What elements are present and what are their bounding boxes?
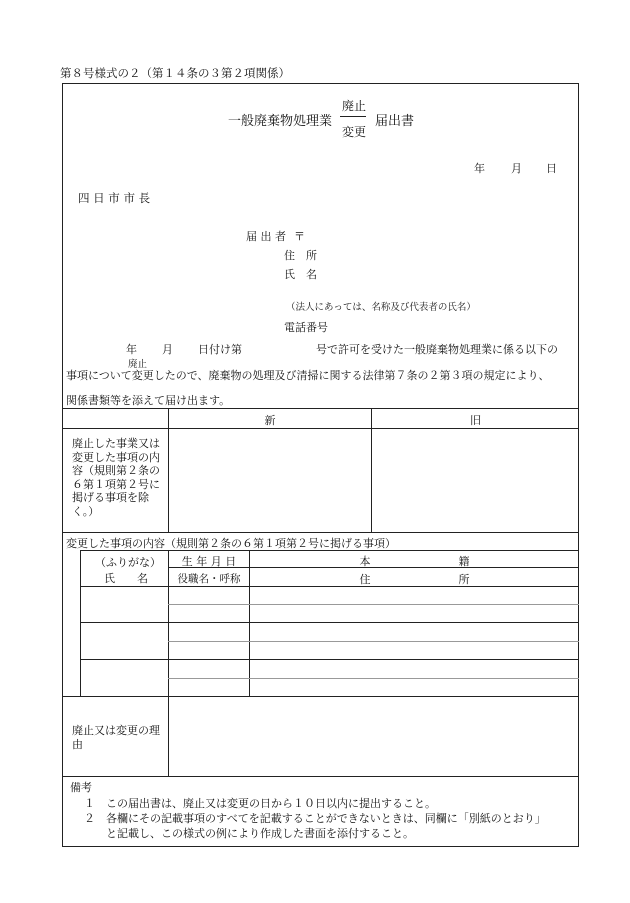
corporation-note: （法人にあっては、名称及び代表者の氏名） bbox=[286, 302, 476, 313]
notifier-label: 届 出 者 bbox=[246, 230, 286, 243]
note-2-continuation: と記載し、この様式の例により作成した書面を添付すること。 bbox=[106, 827, 414, 840]
column-old: 旧 bbox=[470, 414, 481, 427]
address-label: 住 所 bbox=[284, 249, 317, 262]
note-2-text: 各欄にその記載事項のすべてを記載することができないときは、同欄に「別紙のとおり」 bbox=[106, 812, 546, 825]
date-year: 年 bbox=[474, 162, 485, 175]
notes-heading: 備考 bbox=[70, 781, 92, 794]
table2-top-border bbox=[80, 550, 579, 551]
title-main: 一般廃棄物処理業 bbox=[228, 114, 333, 129]
name-column-label: 氏 名 bbox=[104, 572, 148, 585]
furigana-label: （ふりがな） bbox=[95, 556, 161, 569]
row1-bottom-line bbox=[80, 622, 579, 623]
title-abolition: 廃止 bbox=[342, 99, 367, 113]
birthdate-label: 生 年 月 日 bbox=[181, 555, 237, 568]
note-1-number: １ bbox=[84, 797, 95, 810]
addressee: 四 日 市 市 長 bbox=[78, 191, 151, 205]
table2-left-border bbox=[80, 550, 81, 696]
position-label: 役職名・呼称 bbox=[177, 573, 241, 585]
table2-caption: 変更した事項の内容（規則第２条の６第１項第２号に掲げる事項） bbox=[66, 537, 396, 550]
row2-mid-line bbox=[168, 641, 579, 642]
body-dated: 日付け第 bbox=[198, 343, 242, 356]
member-address-label: 住 所 bbox=[359, 573, 470, 586]
body-line3: 関係書類等を添えて届け出ます。 bbox=[66, 394, 231, 407]
table2-bottom-border bbox=[62, 696, 579, 697]
note-1-text: この届出書は、廃止又は変更の日から１０日以内に提出すること。 bbox=[106, 797, 436, 810]
body-line1-rest: 号で許可を受けた一般廃棄物処理業に係る以下の bbox=[316, 343, 558, 356]
row2-bottom-line bbox=[80, 659, 579, 660]
date-day: 日 bbox=[546, 162, 557, 175]
body-month: 月 bbox=[162, 343, 173, 356]
reason-label: 廃止又は変更の理由 bbox=[72, 724, 160, 751]
table1-row-label: 廃止した事業又は変更した事項の内容（規則第２条の６第１項第２号に掲げる事項を除く。） bbox=[72, 437, 160, 518]
row3-mid-line bbox=[168, 678, 579, 679]
postal-mark: 〒 bbox=[294, 230, 305, 243]
table2-header-bottom bbox=[80, 586, 579, 587]
column-new: 新 bbox=[264, 414, 276, 427]
reason-bottom-border bbox=[62, 776, 579, 777]
body-year: 年 bbox=[126, 343, 137, 356]
title-change: 変更 bbox=[342, 125, 367, 139]
note-2-number: ２ bbox=[84, 812, 95, 825]
table1-header-border bbox=[62, 428, 579, 429]
body-ruby-abolition: 廃止 bbox=[128, 359, 148, 370]
title-suffix: 届出書 bbox=[375, 114, 415, 129]
domicile-label: 本 籍 bbox=[359, 555, 470, 568]
name-label: 氏 名 bbox=[284, 268, 317, 281]
table1-top-border bbox=[62, 408, 579, 409]
row1-mid-line bbox=[168, 604, 579, 605]
phone-label: 電話番号 bbox=[284, 321, 328, 334]
title-divider bbox=[340, 116, 366, 117]
date-month: 月 bbox=[511, 162, 522, 175]
form-number: 第８号様式の２（第１４条の３第２項関係） bbox=[60, 66, 290, 80]
reason-divider bbox=[168, 696, 169, 776]
table1-bottom-border bbox=[62, 532, 579, 533]
body-line2: 事項について変更したので、廃棄物の処理及び清掃に関する法律第７条の２第３項の規定により、 bbox=[66, 369, 550, 382]
